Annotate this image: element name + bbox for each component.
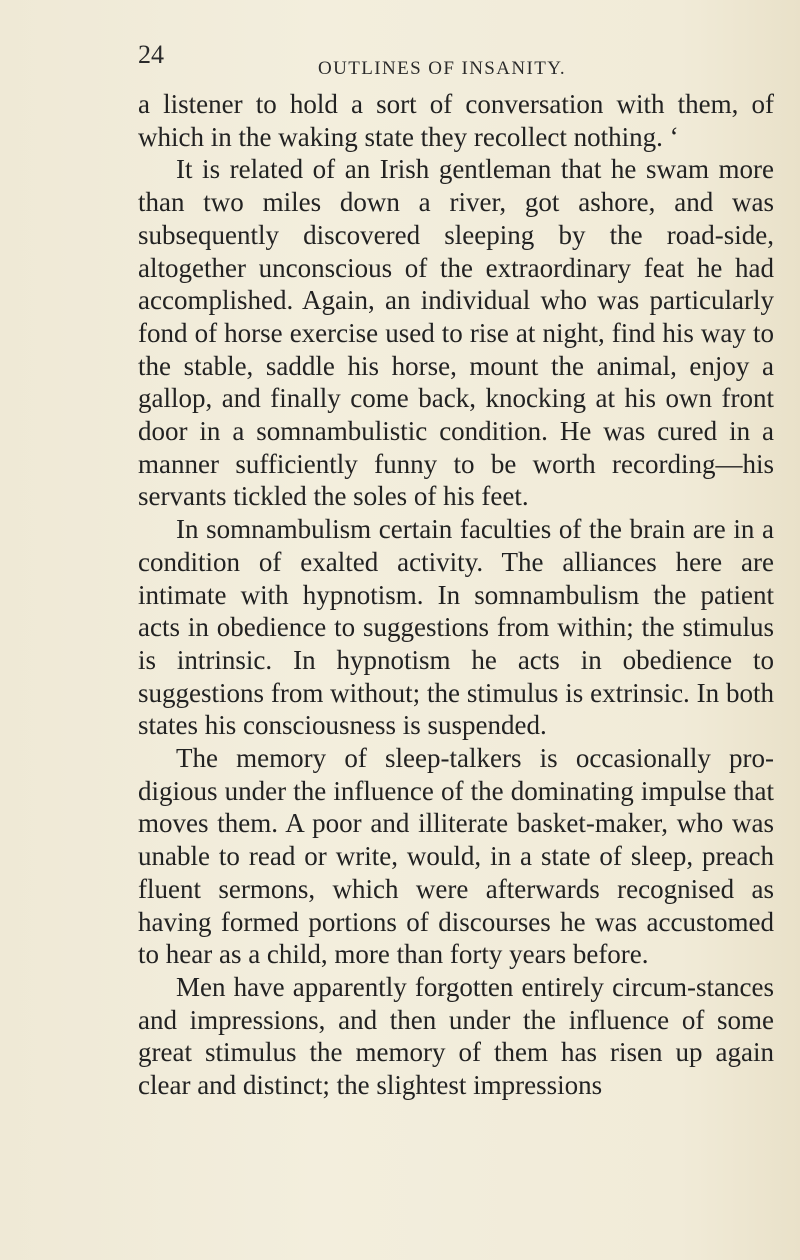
running-title: OUTLINES OF INSANITY. [318, 58, 567, 79]
paragraph-irish-gentleman: It is related of an Irish gentleman that he swam more than two miles down a river, got ashore, and was subsequently discovered sleeping by the road-side, altogether unconscious of the extraordinary feat he had accomplished. Again, an individual who was particularly fond of horse exercise used to rise at night, find his way to the stable, saddle his horse, mount the animal, enjoy a gallop, and finally come back, knocking at his own front door in a somnambulistic condition. He was cured in a manner sufficiently funny to be worth recording—his servants tickled the soles of his feet. [138, 154, 774, 512]
paragraph-memory: The memory of sleep-talkers is occasionally pro-digious under the influence of the dominating impulse that moves them. A poor and illiterate basket-maker, who was unable to read or write, would, in a state of sleep, preach fluent sermons, which were afterwards recognised as having formed portions of discourses he was accustomed to hear as a child, more than forty years before. [138, 743, 774, 970]
paragraph-continuation: a listener to hold a sort of conversation with them, of which in the waking state they recollect nothing. ‘ [138, 89, 774, 152]
page-number: 24 [138, 40, 164, 69]
body-text [138, 88, 774, 1102]
paragraph-somnambulism: In somnambulism certain faculties of the brain are in a condition of exalted activity. The alliances here are intimate with hypnotism. In somnambulism the patient acts in obedience to suggestions from within; the stimulus is intrinsic. In hypnotism he acts in obedience to suggestions from without; the stimulus is extrinsic. In both states his consciousness is suspended. [138, 514, 774, 741]
paragraph-forgotten-circumstances: Men have apparently forgotten entirely circum-stances and impressions, and then under the influence of some great stimulus the memory of them has risen up again clear and distinct; the slightest impressions [138, 971, 774, 1101]
